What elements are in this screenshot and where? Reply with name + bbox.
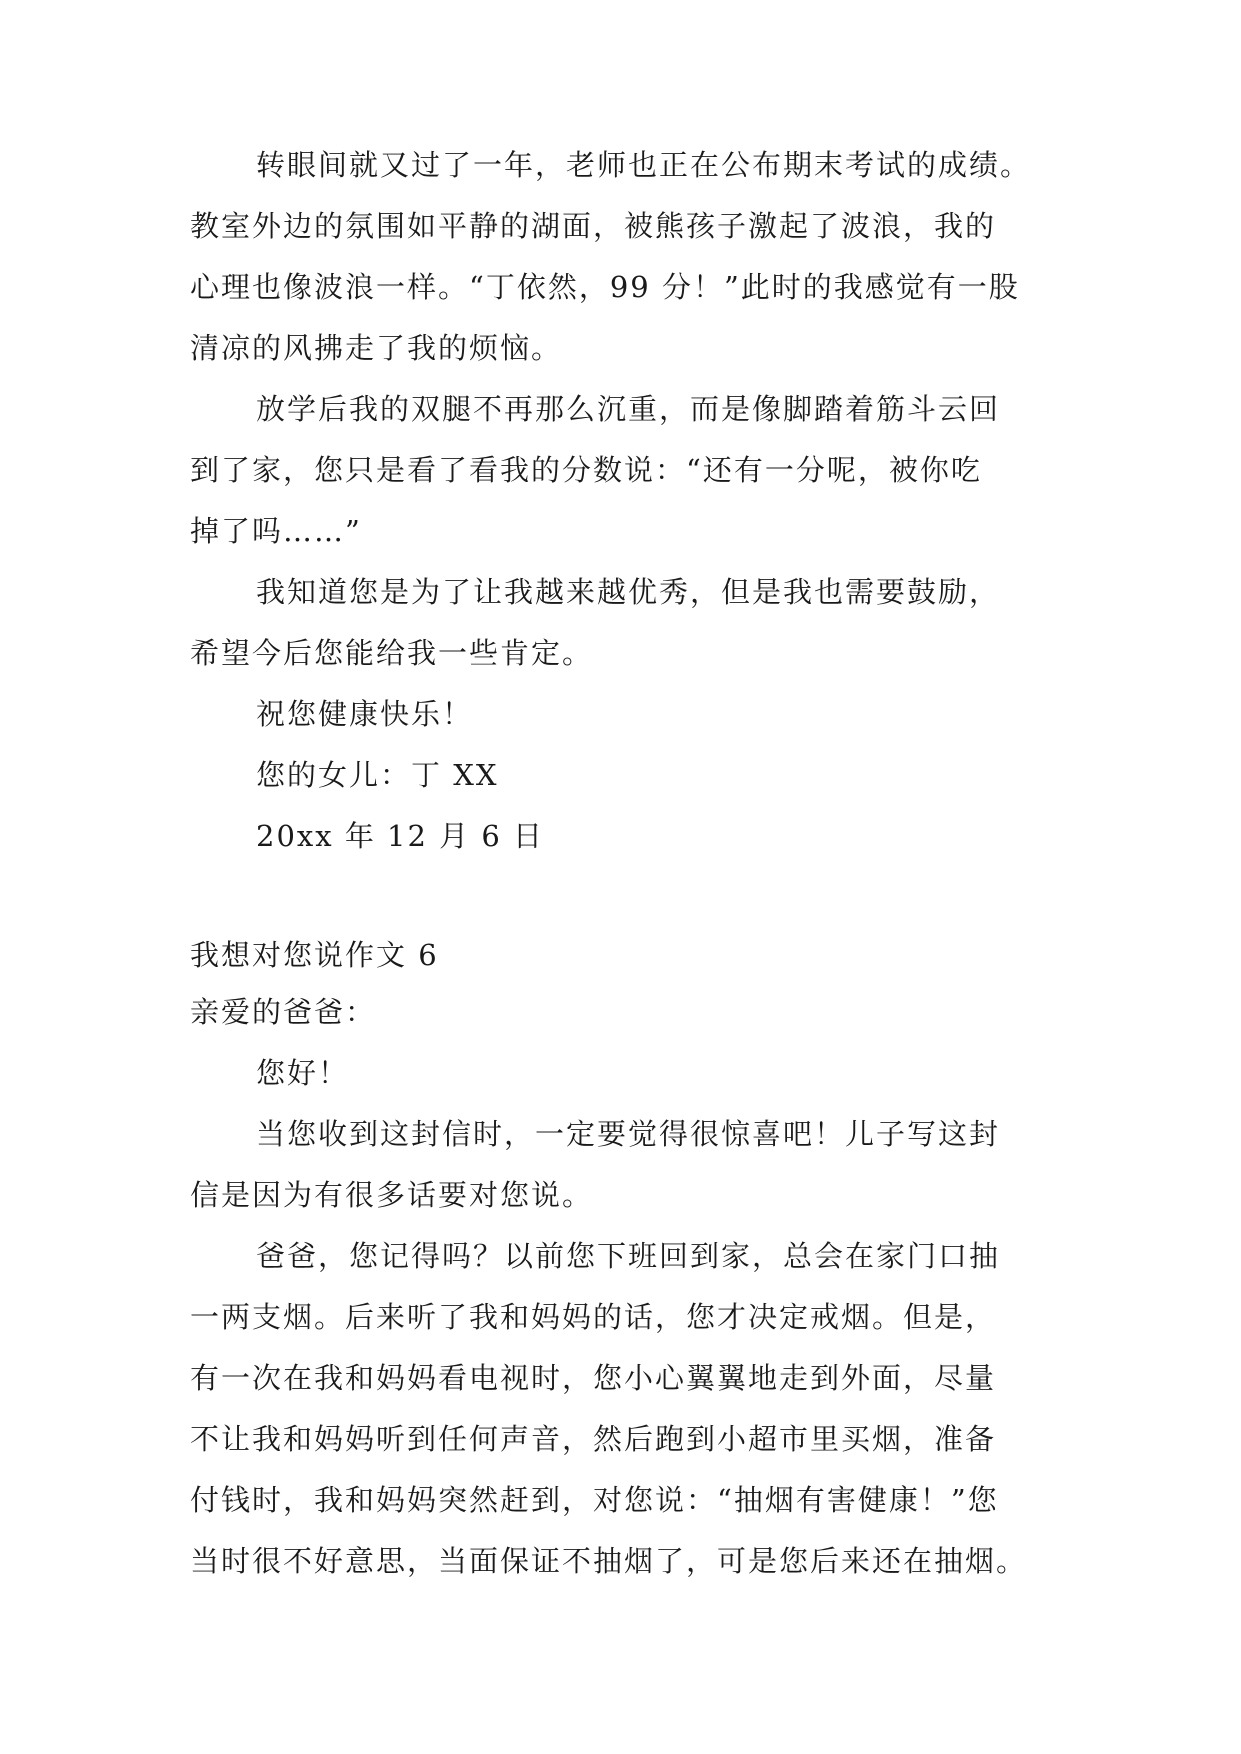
paragraph-line: 心理也像波浪一样。“丁依然，99 分！”此时的我感觉有一股 (190, 270, 1020, 304)
paragraph-line: 当您收到这封信时，一定要觉得很惊喜吧！儿子写这封 (256, 1117, 1001, 1151)
paragraph-line: 一两支烟。后来听了我和妈妈的话，您才决定戒烟。但是， (190, 1300, 997, 1334)
paragraph-line: 掉了吗……” (190, 514, 362, 548)
date-line: 20xx 年 12 月 6 日 (256, 819, 545, 853)
paragraph-line: 教室外边的氛围如平静的湖面，被熊孩子激起了波浪，我的 (190, 209, 997, 243)
document-page (190, 150, 1090, 1607)
greeting: 您好！ (256, 1056, 350, 1090)
paragraph-line: 我知道您是为了让我越来越优秀，但是我也需要鼓励， (256, 575, 1001, 609)
paragraph-line: 希望今后您能给我一些肯定。 (190, 636, 594, 670)
paragraph-line: 爸爸，您记得吗？以前您下班回到家，总会在家门口抽 (256, 1239, 1001, 1273)
paragraph-line: 付钱时，我和妈妈突然赶到，对您说：“抽烟有害健康！”您 (190, 1483, 999, 1517)
paragraph-line: 到了家，您只是看了看我的分数说：“还有一分呢，被你吃 (190, 453, 982, 487)
paragraph-line: 放学后我的双腿不再那么沉重，而是像脚踏着筋斗云回 (256, 392, 1001, 426)
paragraph-line: 信是因为有很多话要对您说。 (190, 1178, 594, 1212)
essay-title: 我想对您说作文 6 (190, 938, 439, 972)
paragraph-line: 清凉的风拂走了我的烦恼。 (190, 331, 563, 365)
paragraph-line: 不让我和妈妈听到任何声音，然后跑到小超市里买烟，准备 (190, 1422, 997, 1456)
signature-line: 您的女儿：丁 XX (256, 758, 499, 792)
salutation: 亲爱的爸爸： (190, 995, 377, 1029)
paragraph-line: 转眼间就又过了一年，老师也正在公布期末考试的成绩。 (256, 148, 1032, 182)
closing-line: 祝您健康快乐！ (256, 697, 474, 731)
paragraph-line: 有一次在我和妈妈看电视时，您小心翼翼地走到外面，尽量 (190, 1361, 997, 1395)
paragraph-line: 当时很不好意思，当面保证不抽烟了，可是您后来还在抽烟。 (190, 1544, 1028, 1578)
